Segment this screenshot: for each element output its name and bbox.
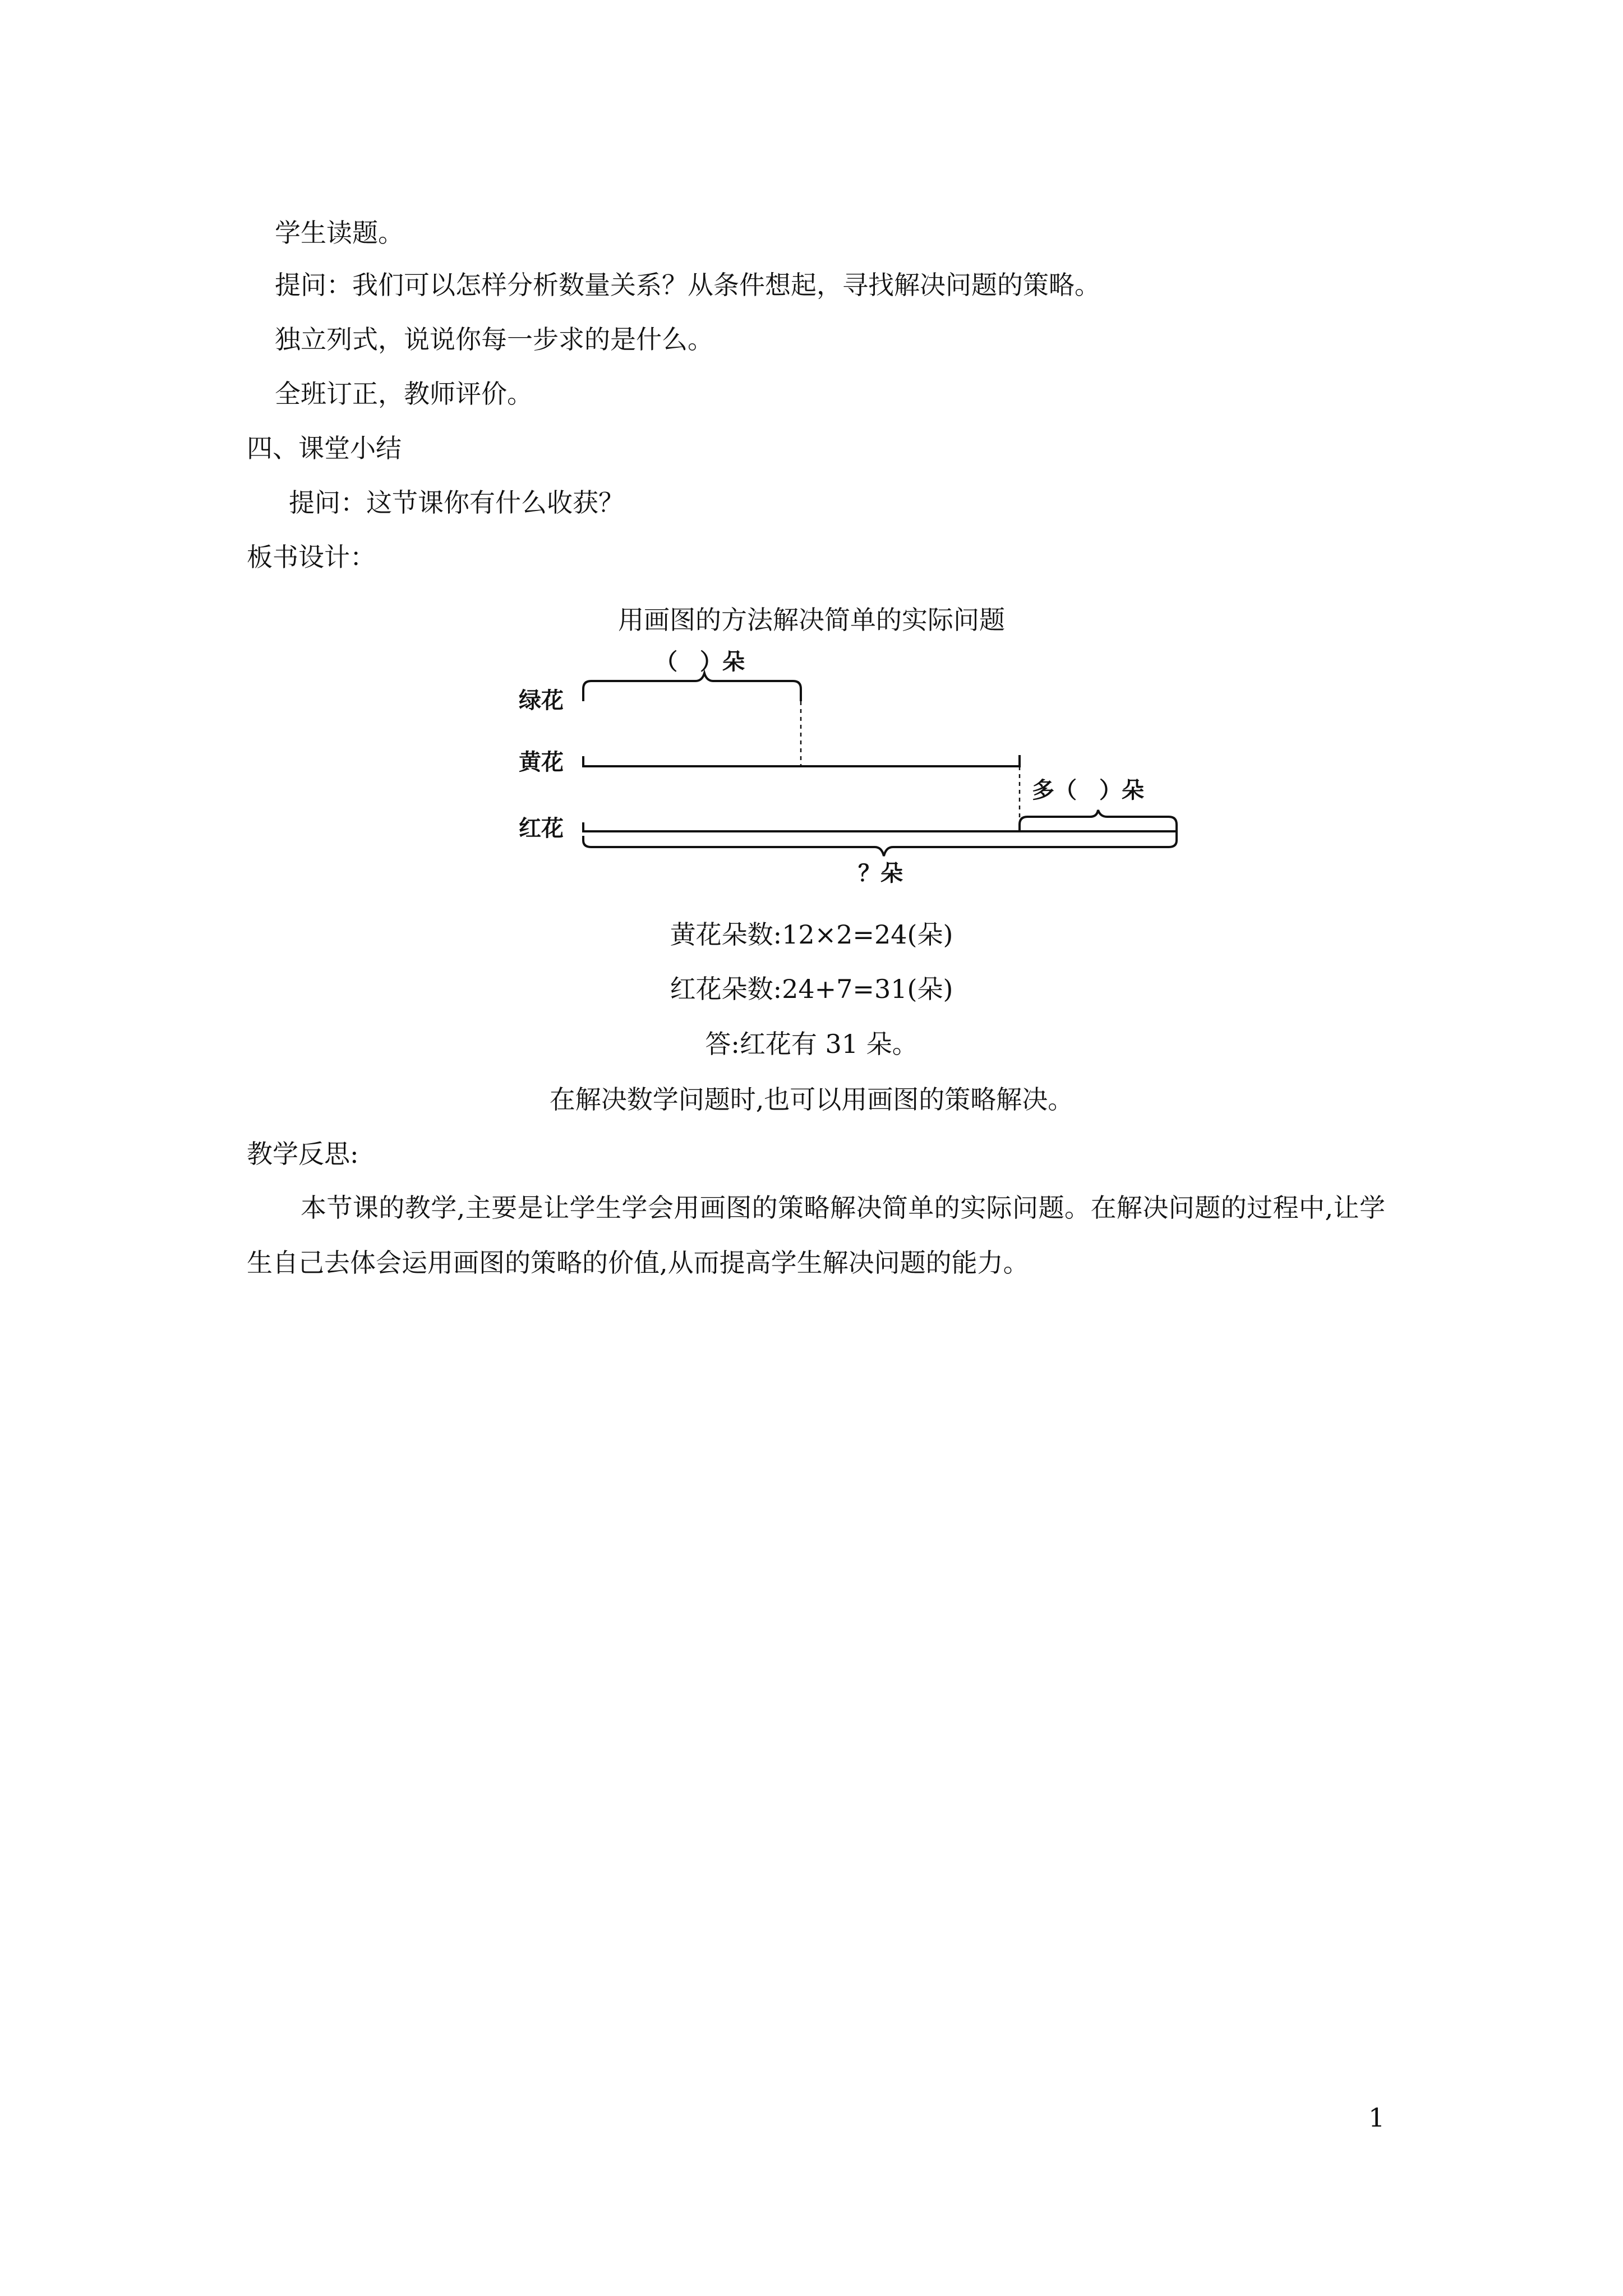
- line-segment-diagram: [0, 0, 1623, 898]
- formula-yellow: 黄花朵数:12×2=24(朵): [670, 919, 953, 950]
- reflection-body: 本节课的教学,主要是让学生学会用画图的策略解决简单的实际问题。在解决问题的过程中,让学生自己去体会运用画图的策略的价值,从而提高学生解决问题的能力。: [247, 1193, 1385, 1278]
- total-brace: [583, 831, 1177, 856]
- label-total: ？朵: [858, 861, 903, 886]
- more-brace: [1020, 810, 1177, 831]
- page-number: 1: [1368, 2102, 1385, 2133]
- red-line: [583, 822, 1177, 831]
- green-brace: [583, 673, 801, 701]
- text-line-read-problem: 学生读题。: [275, 218, 404, 248]
- reflection-heading: 教学反思:: [247, 1139, 359, 1169]
- answer-line: 答:红花有 31 朵。: [705, 1029, 918, 1059]
- text-line-independent-formula: 独立列式，说说你每一步求的是什么。: [275, 324, 713, 355]
- label-more-count: 多（ ）朵: [1032, 777, 1144, 803]
- text-line-question-harvest: 提问：这节课你有什么收获？: [289, 487, 624, 518]
- label-red: 红花: [519, 816, 564, 841]
- text-line-question-analysis: 提问：我们可以怎样分析数量关系？从条件想起，寻找解决问题的策略。: [275, 270, 1100, 300]
- label-green-count: （ ）朵: [655, 649, 745, 675]
- board-design-heading: 板书设计：: [247, 542, 376, 572]
- formula-red: 红花朵数:24+7=31(朵): [670, 974, 953, 1004]
- label-green: 绿花: [519, 688, 564, 714]
- text-line-class-correction: 全班订正，教师评价。: [275, 379, 533, 409]
- diagram-title: 用画图的方法解决简单的实际问题: [618, 605, 1005, 635]
- label-yellow: 黄花: [519, 749, 564, 775]
- strategy-note: 在解决数学问题时,也可以用画图的策略解决。: [549, 1084, 1074, 1115]
- section-heading-summary: 四、课堂小结: [247, 433, 402, 463]
